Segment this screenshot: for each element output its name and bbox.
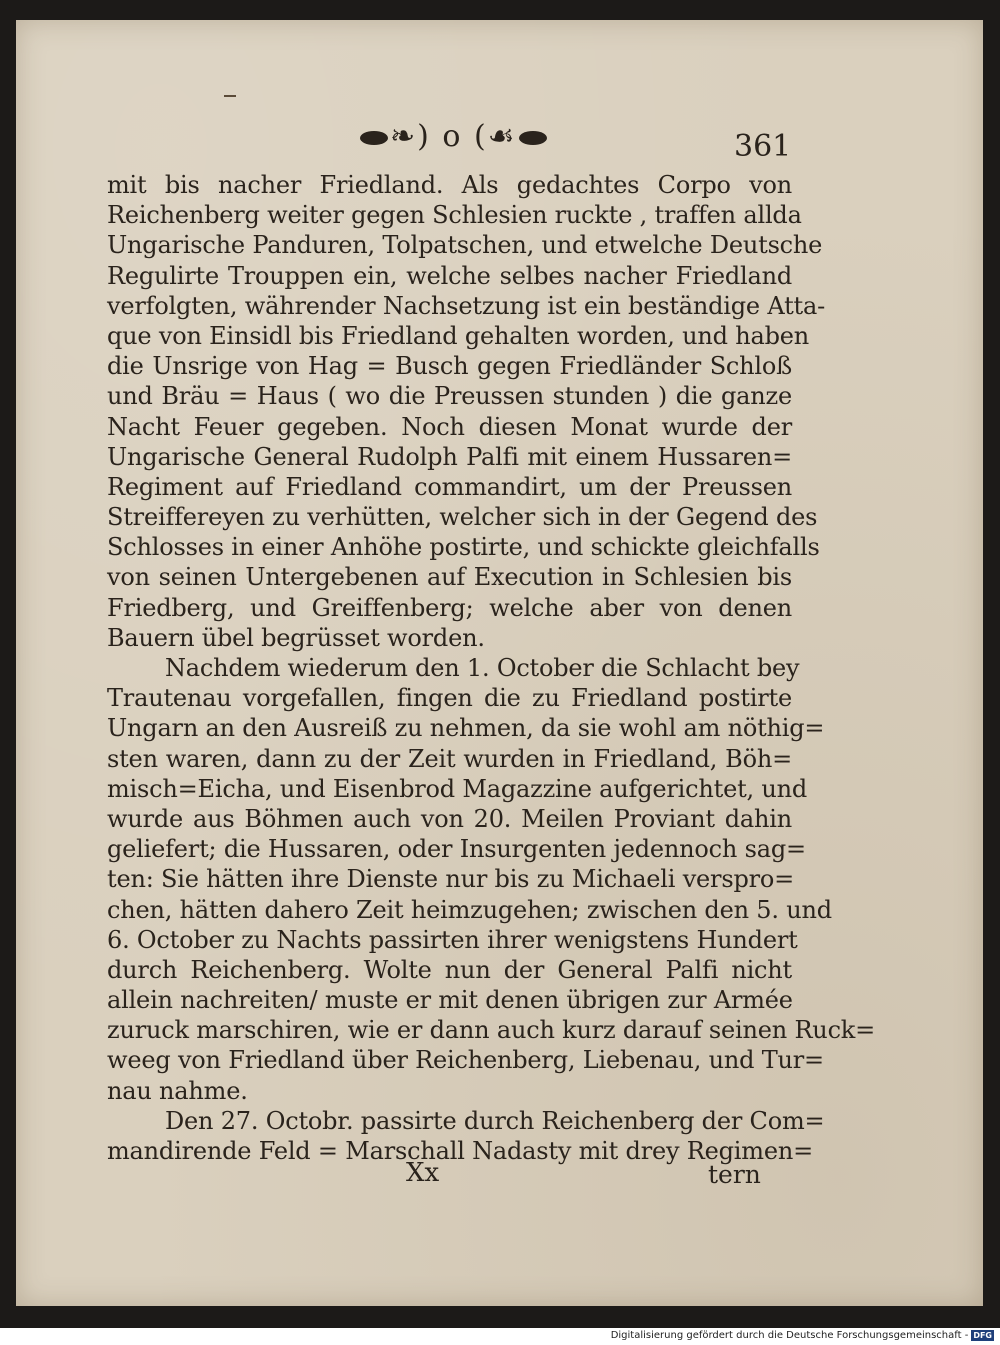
text-line: sten waren, dann zu der Zeit wurden in Friedland, Böh= <box>107 744 792 773</box>
text-line: Bauern übel begrüsset worden. <box>107 623 485 652</box>
ornament-left-icon <box>360 131 388 145</box>
signature-mark: Xx <box>406 1158 440 1188</box>
text-line: 6. October zu Nachts passirten ihrer wenigstens Hundert <box>107 925 798 954</box>
text-line: Trautenau vorgefallen, fingen die zu Friedland postirte <box>107 684 792 713</box>
text-line: que von Einsidl bis Friedland gehalten worden, und haben <box>107 321 810 350</box>
text-line: allein nachreiten/ muste er mit denen übrigen zur Armée <box>107 986 793 1015</box>
text-line: mit bis nacher Friedland. Als gedachtes Corpo von <box>107 171 792 199</box>
text-line: mandirende Feld = Marschall Nadasty mit drey Regimen= <box>107 1137 814 1165</box>
text-line: Friedberg, und Greiffenberg; welche aber von denen <box>107 593 792 622</box>
body-text <box>107 170 876 1166</box>
text-line: durch Reichenberg. Wolte nun der General Palfi nicht <box>107 955 792 984</box>
text-line: zuruck marschiren, wie er dann auch kurz darauf seinen Ruck= <box>107 1016 876 1045</box>
text-line: ten: Sie hätten ihre Dienste nur bis zu Michaeli verspro= <box>107 865 795 894</box>
text-line: und Bräu = Haus ( wo die Preussen stunden ) die ganze <box>107 382 792 411</box>
text-line: Reichenberg weiter gegen Schlesien ruckte , traffen allda <box>107 201 802 230</box>
text-line: Den 27. Octobr. passirte durch Reichenberg der Com= <box>165 1106 825 1135</box>
catchword: tern <box>708 1160 761 1189</box>
text-line: wurde aus Böhmen auch von 20. Meilen Proviant dahin <box>107 804 792 833</box>
text-line: Regiment auf Friedland commandirt, um der Preussen <box>107 472 792 501</box>
text-line: geliefert; die Hussaren, oder Insurgenten jedennoch sag= <box>107 835 806 864</box>
footer-credit: Digitalisierung gefördert durch die Deutsche Forschungsgemeinschaft - <box>610 1330 969 1341</box>
text-line: Ungarische Panduren, Tolpatschen, und etwelche Deutsche <box>107 231 823 260</box>
text-line: Nachdem wiederum den 1. October die Schlacht bey <box>165 654 800 682</box>
book-page <box>16 20 983 1306</box>
text-line: nau nahme. <box>107 1076 248 1105</box>
text-line: Ungarn an den Ausreiß zu nehmen, da sie wohl am nöthig= <box>107 714 825 743</box>
text-line: Streiffereyen zu verhütten, welcher sich in der Gegend des <box>107 503 818 532</box>
page-mark <box>224 95 236 97</box>
ornament-text: ❧) o (☙ <box>390 119 517 154</box>
text-line: Nacht Feuer gegeben. Noch diesen Monat wurde der <box>107 412 792 441</box>
text-line: die Unsrige von Hag = Busch gegen Friedländer Schloß <box>107 352 792 381</box>
ornament-right-icon <box>519 131 547 145</box>
text-line: verfolgten, währender Nachsetzung ist ein beständige Atta- <box>107 291 825 320</box>
text-line: Schlosses in einer Anhöhe postirte, und schickte gleichfalls <box>107 533 820 562</box>
text-line: Regulirte Trouppen ein, welche selbes nacher Friedland <box>107 261 792 290</box>
text-line: von seinen Untergebenen auf Execution in Schlesien bis <box>107 563 792 592</box>
text-line: chen, hätten dahero Zeit heimzugehen; zwischen den 5. und <box>107 895 832 924</box>
digitization-footer <box>611 1329 994 1343</box>
text-line: misch=Eicha, und Eisenbrod Magazzine aufgerichtet, und <box>107 774 808 803</box>
text-line: Ungarische General Rudolph Palfi mit einem Hussaren= <box>107 442 792 471</box>
header-ornament <box>358 119 549 154</box>
text-line: weeg von Friedland über Reichenberg, Liebenau, und Tur= <box>107 1046 824 1075</box>
dfg-logo: DFG <box>973 1330 992 1340</box>
page-number: 361 <box>734 129 792 164</box>
